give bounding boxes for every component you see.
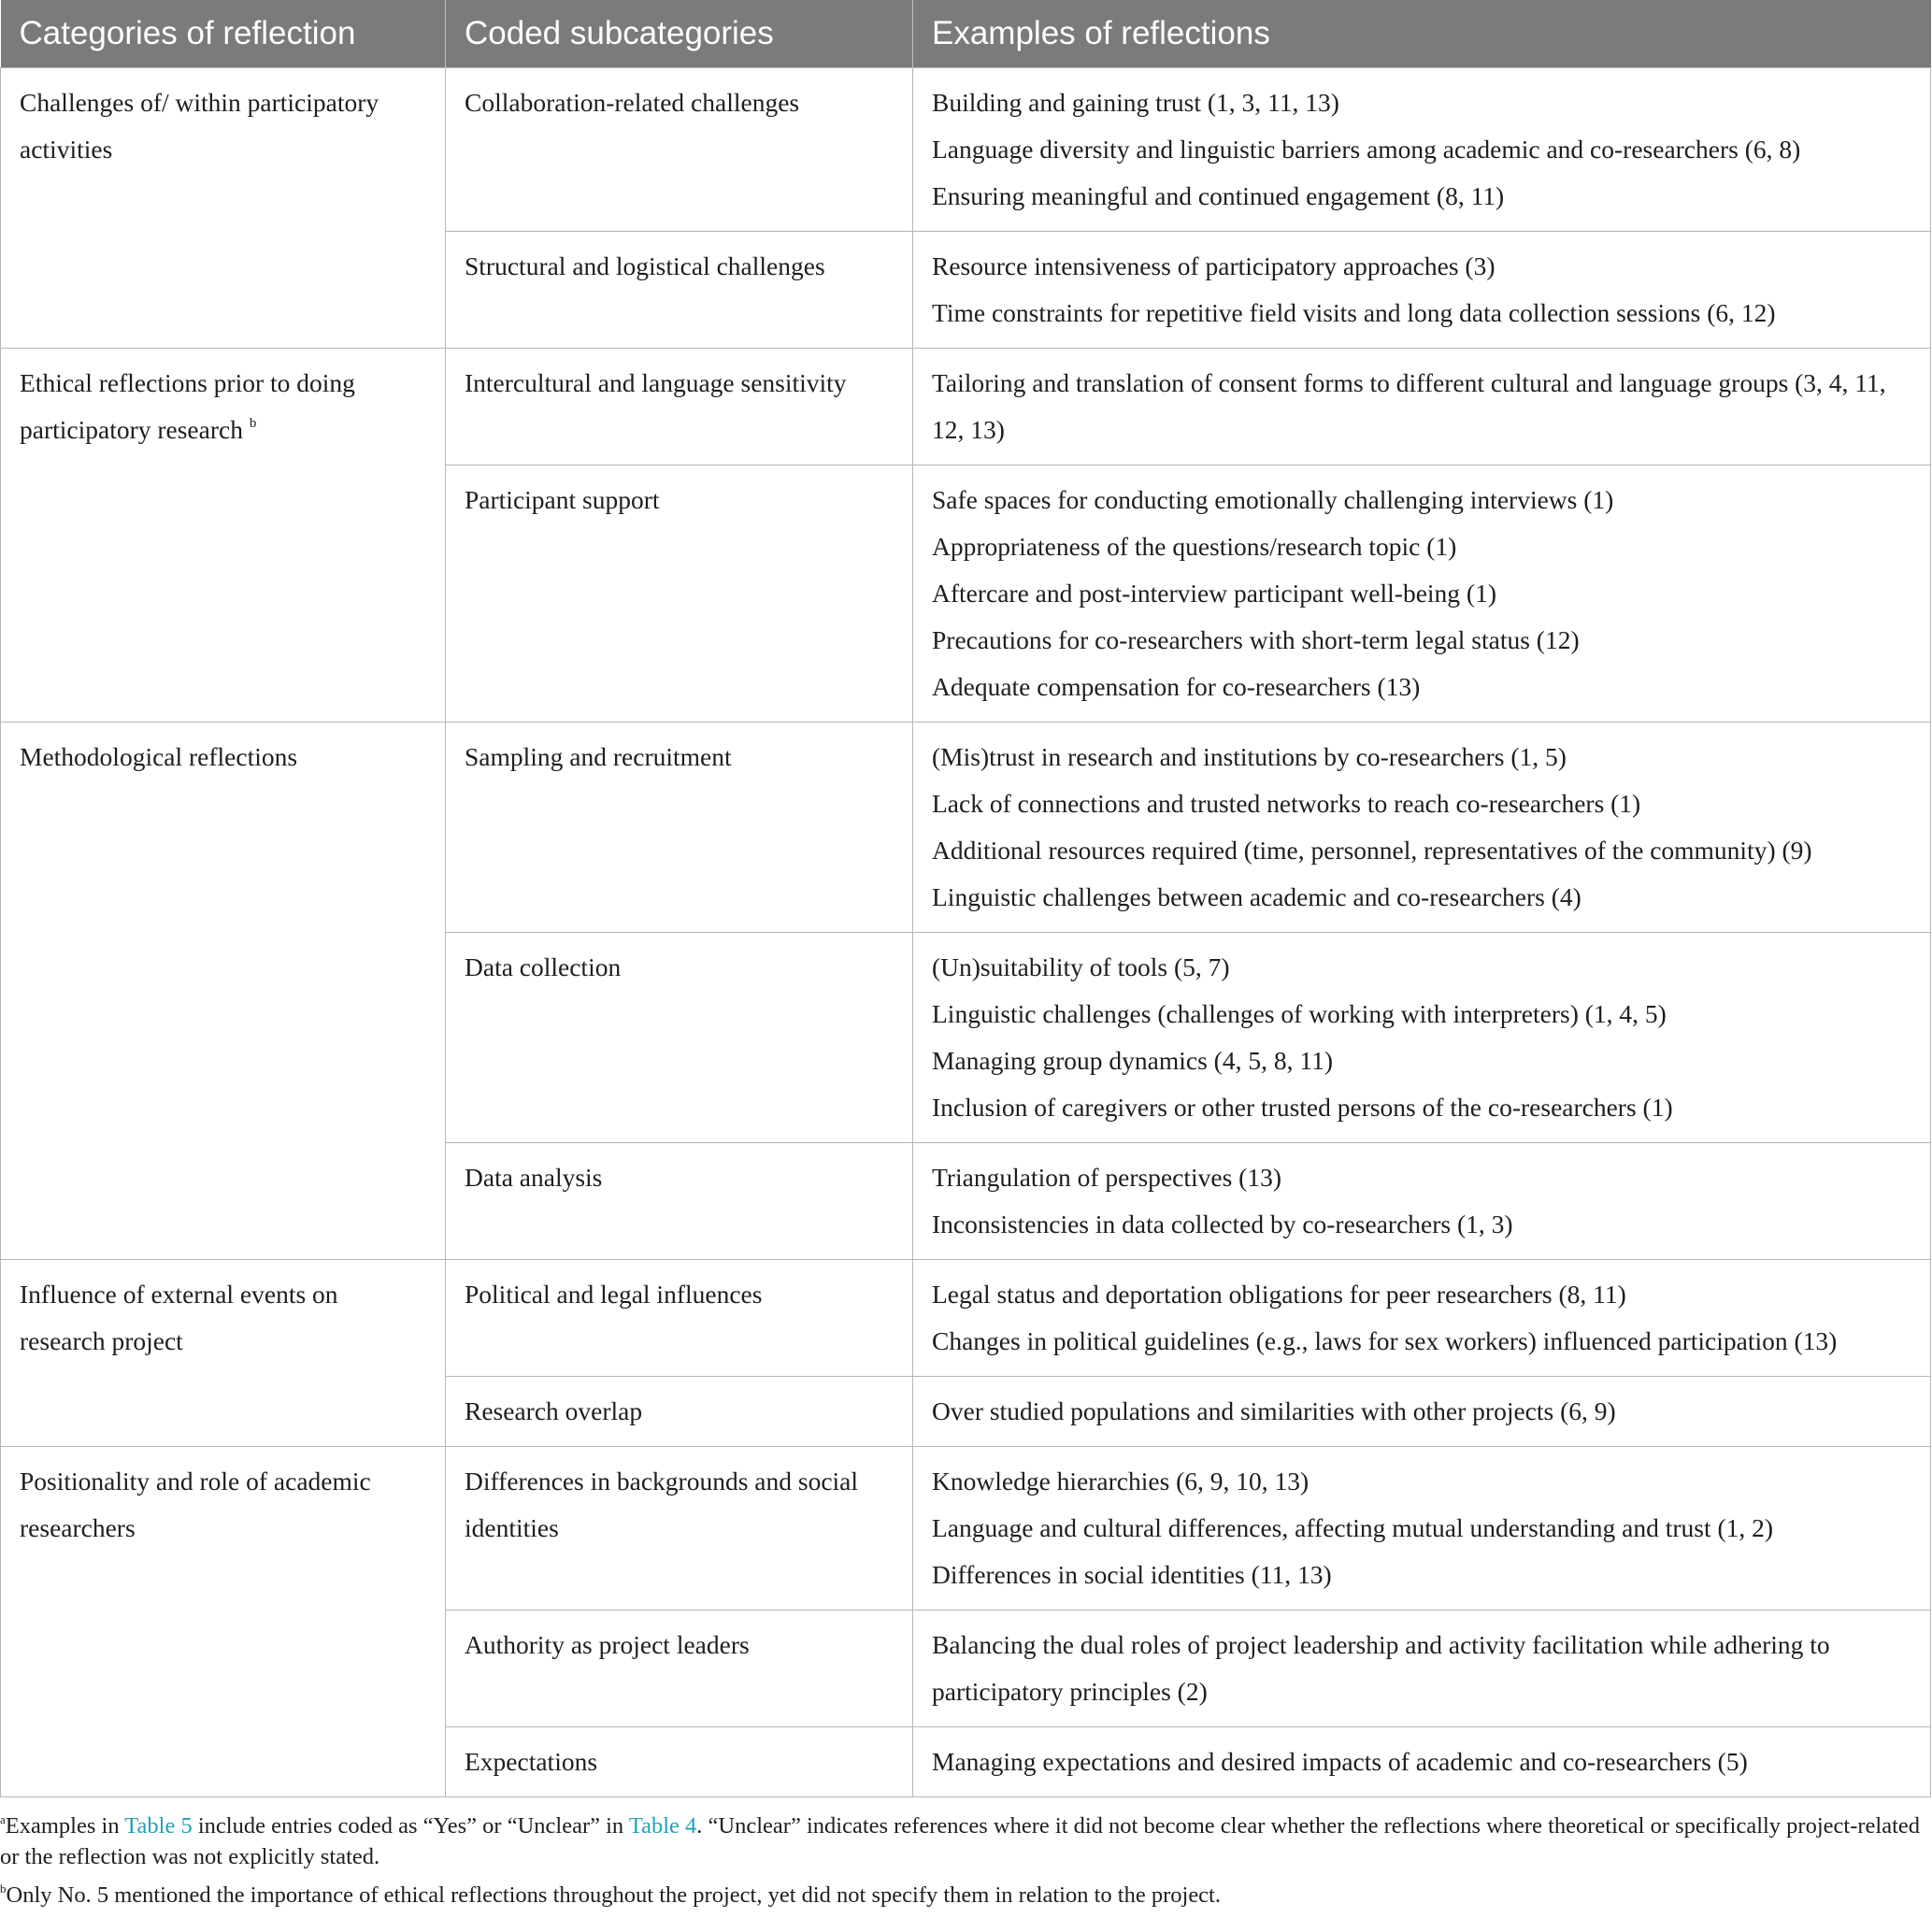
header-subcategories: Coded subcategories <box>446 0 913 68</box>
example-item: Triangulation of perspectives (13) <box>932 1163 1281 1192</box>
example-item: Linguistic challenges between academic and co-researchers (4) <box>932 882 1581 911</box>
table-row <box>1 68 1931 232</box>
example-item: Managing group dynamics (4, 5, 8, 11) <box>932 1046 1333 1075</box>
example-item: Additional resources required (time, personnel, representatives of the community) (9) <box>932 836 1812 865</box>
example-item: (Mis)trust in research and institutions by co-researchers (1, 5) <box>932 742 1567 771</box>
example-item: Over studied populations and similarities with other projects (6, 9) <box>932 1396 1616 1425</box>
example-item: Resource intensiveness of participatory approaches (3) <box>932 251 1496 280</box>
examples-cell <box>913 1143 1931 1260</box>
examples-cell <box>913 1727 1931 1797</box>
table-row <box>1 1447 1931 1610</box>
category-label: Methodological reflections <box>20 742 298 771</box>
example-item: Lack of connections and trusted networks to reach co-researchers (1) <box>932 789 1641 818</box>
subcategory-cell: Structural and logistical challenges <box>446 232 913 349</box>
category-label: Ethical reflections prior to doing participatory research <box>20 368 355 444</box>
examples-cell <box>913 723 1931 933</box>
table-body <box>1 68 1931 1797</box>
category-cell <box>1 68 446 349</box>
example-item: Inconsistencies in data collected by co-researchers (1, 3) <box>932 1209 1513 1238</box>
subcategory-cell: Sampling and recruitment <box>446 723 913 933</box>
subcategory-cell: Intercultural and language sensitivity <box>446 349 913 465</box>
footnote-a: $^a$Examples in Table 5 include entries coded as “Yes” or “Unclear” in Table 4. “Unclear” indicates references where it did not become clear whether the reflections where theoretical or specifically project-related or the reflection was not explicitly stated. <box>0 1812 1921 1869</box>
example-item: Adequate compensation for co-researchers (13) <box>932 672 1421 701</box>
table-row <box>1 1260 1931 1377</box>
header-categories: Categories of reflection <box>1 0 446 68</box>
subcategory-cell: Political and legal influences <box>446 1260 913 1377</box>
subcategory-cell: Data collection <box>446 933 913 1143</box>
example-item: Language diversity and linguistic barriers among academic and co-researchers (6, 8) <box>932 135 1801 164</box>
subcategory-cell: Differences in backgrounds and social identities <box>446 1447 913 1610</box>
example-item: Language and cultural differences, affecting mutual understanding and trust (1, 2) <box>932 1513 1774 1542</box>
category-label: Challenges of/ within participatory activities <box>20 88 379 164</box>
examples-cell <box>913 1260 1931 1377</box>
examples-cell <box>913 1447 1931 1610</box>
header-examples: Examples of reflections <box>913 0 1931 68</box>
example-item: Aftercare and post-interview participant well-being (1) <box>932 579 1496 608</box>
example-item: Differences in social identities (11, 13) <box>932 1560 1332 1589</box>
example-item: Knowledge hierarchies (6, 9, 10, 13) <box>932 1467 1309 1496</box>
table-header-row <box>1 0 1931 68</box>
example-item: (Un)suitability of tools (5, 7) <box>932 952 1230 981</box>
examples-cell <box>913 232 1931 349</box>
category-label: Positionality and role of academic researchers <box>20 1467 371 1542</box>
category-cell <box>1 349 446 723</box>
examples-cell <box>913 1610 1931 1727</box>
example-item: Changes in political guidelines (e.g., laws for sex workers) influenced participation (13) <box>932 1326 1838 1355</box>
subcategory-cell: Collaboration-related challenges <box>446 68 913 232</box>
example-item: Linguistic challenges (challenges of working with interpreters) (1, 4, 5) <box>932 999 1667 1028</box>
subcategory-cell: Participant support <box>446 465 913 723</box>
example-item: Precautions for co-researchers with short-term legal status (12) <box>932 625 1580 654</box>
example-item: Safe spaces for conducting emotionally challenging interviews (1) <box>932 485 1614 514</box>
examples-cell <box>913 349 1931 465</box>
examples-cell <box>913 465 1931 723</box>
example-item: Inclusion of caregivers or other trusted persons of the co-researchers (1) <box>932 1093 1673 1122</box>
example-item: Appropriateness of the questions/research topic (1) <box>932 532 1457 561</box>
category-cell <box>1 723 446 1260</box>
table-row <box>1 349 1931 465</box>
examples-cell <box>913 933 1931 1143</box>
footnote-b: $^b$Only No. 5 mentioned the importance of ethical reflections throughout the project, yet did not specify them in relation to the project. <box>0 1882 1221 1908</box>
examples-cell <box>913 1377 1931 1447</box>
category-cell <box>1 1260 446 1447</box>
example-item: Legal status and deportation obligations for peer researchers (8, 11) <box>932 1280 1626 1309</box>
example-item: Tailoring and translation of consent forms to different cultural and language groups (3, 4, 11, 12, 13) <box>932 368 1886 444</box>
table-footnotes <box>0 1797 1932 1911</box>
subcategory-cell: Expectations <box>446 1727 913 1797</box>
examples-cell <box>913 68 1931 232</box>
category-cell <box>1 1447 446 1797</box>
footnote-marker: b <box>249 416 257 431</box>
example-item: Time constraints for repetitive field visits and long data collection sessions (6, 12) <box>932 298 1776 327</box>
subcategory-cell: Research overlap <box>446 1377 913 1447</box>
category-label: Influence of external events on research project <box>20 1280 338 1355</box>
example-item: Ensuring meaningful and continued engagement (8, 11) <box>932 181 1505 210</box>
example-item: Balancing the dual roles of project leadership and activity facilitation while adhering to participatory principles (2) <box>932 1630 1830 1706</box>
subcategory-cell: Authority as project leaders <box>446 1610 913 1727</box>
example-item: Managing expectations and desired impacts of academic and co-researchers (5) <box>932 1747 1748 1776</box>
table-5-link[interactable]: Table 5 <box>124 1813 193 1839</box>
table-row <box>1 723 1931 933</box>
example-item: Building and gaining trust (1, 3, 11, 13) <box>932 88 1339 117</box>
table-4-link[interactable]: Table 4 <box>628 1813 697 1839</box>
subcategory-cell: Data analysis <box>446 1143 913 1260</box>
